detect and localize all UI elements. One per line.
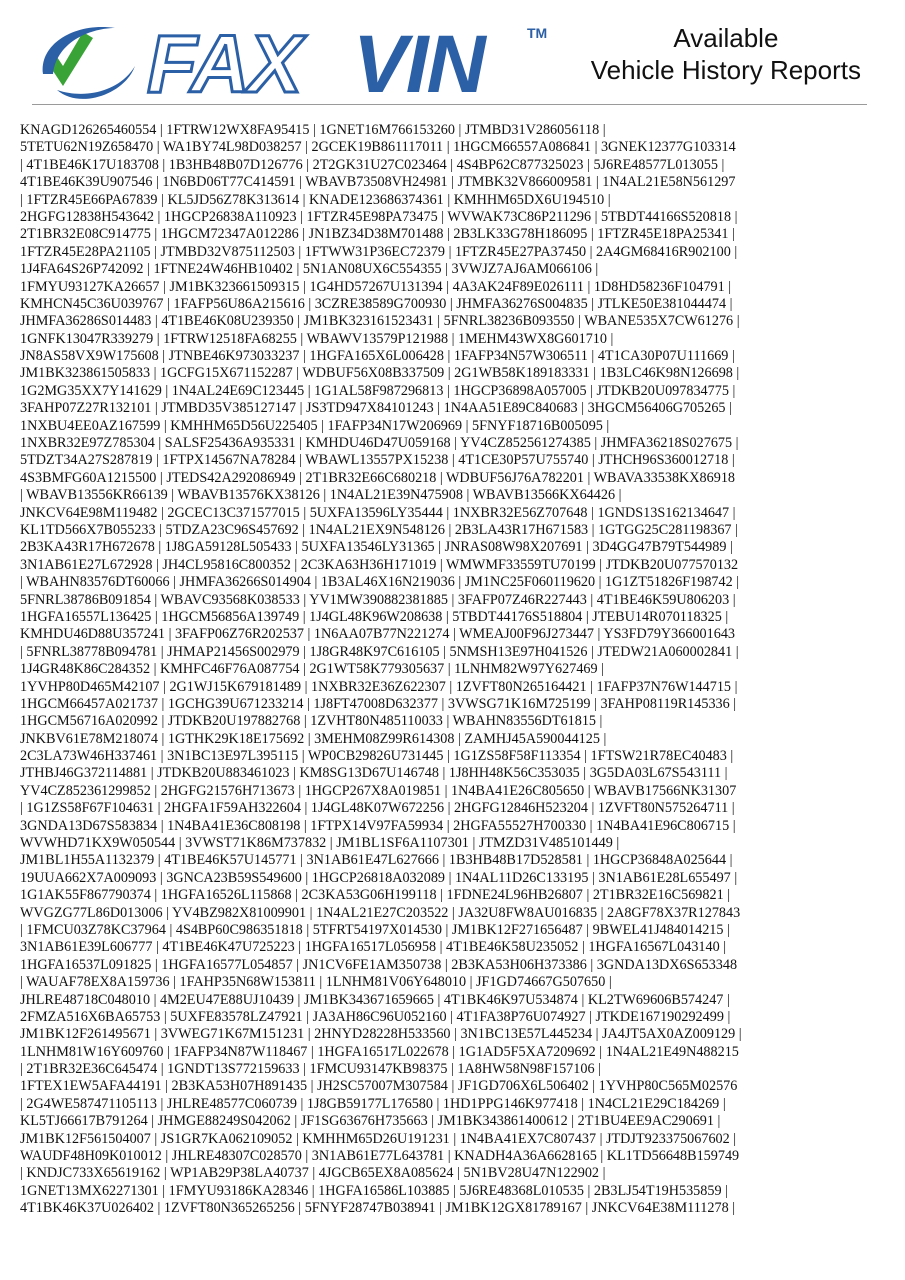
header-divider xyxy=(32,104,867,105)
vin-line: JM1BK12F561504007 | JS1GR7KA062109052 | KMHHM65D26U191231 | 1N4BA41EX7C807437 | JTDJT923375067602 | xyxy=(20,1130,737,1147)
vin-line: 1HGCM66457A021737 | 1GCHG39U671233214 | 1J8FT47008D632377 | 3VWSG71K16M725199 | 3FAHP08119R145336 | xyxy=(20,695,737,712)
vin-line: 1YVHP80D465M42107 | 2G1WJ15K679181489 | 1NXBR32E36Z622307 | 1ZVFT80N265164421 | 1FAFP37N76W144715 | xyxy=(20,678,738,695)
vin-line: 5TDZT34A27S287819 | 1FTPX14567NA78284 | WBAWL13557PX15238 | 4T1CE30P57U755740 | JTHCH96S360012718 | xyxy=(20,452,735,469)
vin-line: | WAUAF78EX8A159736 | 1FAHP35N68W153811 | 1LNHM81V06Y648010 | JF1GD74667G507650 | xyxy=(20,974,612,991)
vin-line: 1GNFK13047R339279 | 1FTRW12518FA68255 | WBAWV13579P121988 | 1MEHM43WX8G601710 | xyxy=(20,330,614,347)
vin-line: 3N1AB61E27L672928 | JH4CL95816C800352 | 2C3KA63H36H171019 | WMWMF33559TU70199 | JTDKB20U077570132 xyxy=(20,556,739,573)
vin-line: 2HGFG12838H543642 | 1HGCP26838A110923 | 1FTZR45E98PA73475 | WVWAK73C86P211296 | 5TBDT44166S520818 | xyxy=(20,208,738,225)
vin-line: 1HGCM56716A020992 | JTDKB20U197882768 | 1ZVHT80N485110033 | WBAHN83556DT61815 | xyxy=(20,713,603,730)
vin-line: 1GNET13MX62271301 | 1FMYU93186KA28346 | 1HGFA16586L103885 | 5J6RE48368L010535 | 2B3LJ54T19H535859 | xyxy=(20,1182,728,1199)
vin-line: 1G1AK55F867790374 | 1HGFA16526L115868 | 2C3KA53G06H199118 | 1FDNE24L96HB26807 | 2T1BR32E16C569821 | xyxy=(20,887,731,904)
vin-line: 2C3LA73W46H337461 | 3N1BC13E97L395115 | WP0CB29826U731445 | 1G1ZS58F58F113354 | 1FTSW21R78EC40483 | xyxy=(20,748,734,765)
vin-line: 1LNHM81W16Y609760 | 1FAFP34N87W118467 | 1HGFA16517L022678 | 1G1AD5F5XA7209692 | 1N4AL21E49N488215 xyxy=(20,1043,739,1060)
vin-line: JTHBJ46G372114881 | JTDKB20U883461023 | KM8SG13D67U146748 | 1J8HH48K56C353035 | 3G5DA03L67S543111 | xyxy=(20,765,728,782)
vin-line: KMHCN45C36U039767 | 1FAFP56U86A215616 | 3CZRE38589G700930 | JHMFA36276S004835 | JTLKE50E381044474 | xyxy=(20,295,733,312)
vin-line: JM1BK12F261495671 | 3VWEG71K67M151231 | 2HNYD28228H533560 | 3N1BC13E57L445234 | JA4JT5AX0AZ009129 | xyxy=(20,1026,742,1043)
vin-line: 19UUA662X7A009093 | 3GNCA23B59S549600 | 1HGCP26818A032089 | 1N4AL11D26C133195 | 3N1AB61E28L655497 | xyxy=(20,869,738,886)
header-title-line2: Vehicle History Reports xyxy=(590,55,861,85)
vin-line: | 2T1BR32E36C645474 | 1GNDT13S772159633 | 1FMCU93147KB98375 | 1A8HW58N98F157106 | xyxy=(20,1061,601,1078)
vin-line: | 1FMCU03Z78KC37964 | 4S4BP60C986351818 | 5TFRT54197X014530 | JM1BK12F271656487 | 9BWEL41J484014215 | xyxy=(20,921,730,938)
header-title xyxy=(591,22,861,86)
vin-line: KL5TJ66617B791264 | JHMGE88249S042062 | JF1SG63676H735663 | JM1BK343861400612 | 2T1BU4EE9AC290691 | xyxy=(20,1113,721,1130)
logo-wordmark-fax: FAX xyxy=(147,19,301,104)
vin-line: JNKCV64E98M119482 | 2GCEC13C371577015 | 5UXFA13596LY35444 | 1NXBR32E56Z707648 | 1GNDS13S162134647 | xyxy=(20,504,736,521)
vin-line: 3FAHP07Z27R132101 | JTMBD35V385127147 | JS3TD947X84101243 | 1N4AA51E89C840683 | 3HGCM56406G705265 | xyxy=(20,400,732,417)
vin-line: 1FTEX1EW5AFA44191 | 2B3KA53H07H891435 | JH2SC57007M307584 | JF1GD706X6L506402 | 1YVHP80C565M02576 xyxy=(20,1078,738,1095)
vin-line: 2FMZA516X6BA65753 | 5UXFE83578LZ47921 | JA3AH86C96U052160 | 4T1FA38P76U074927 | JTKDE167190292499 | xyxy=(20,1008,731,1025)
vin-line: | 1FTZR45E66PA67839 | KL5JD56Z78K313614 | KNADE123686374361 | KMHHM65DX6U194510 | xyxy=(20,191,611,208)
vin-line: JHLRE48718C048010 | 4M2EU47E88UJ10439 | JM1BK343671659665 | 4T1BK46K97U534874 | KL2TW69606B574247 | xyxy=(20,991,730,1008)
vin-line: 1J4GR48K86C284352 | KMHFC46F76A087754 | 2G1WT58K779305637 | 1LNHM82W97Y627469 | xyxy=(20,661,604,678)
vin-line: JM1BL1H55A1132379 | 4T1BE46K57U145771 | 3N1AB61E47L627666 | 1B3HB48B17D528581 | 1HGCP36848A025644 | xyxy=(20,852,733,869)
vin-line: 1FTZR45E28PA21105 | JTMBD32V875112503 | 1FTWW31P36EC72379 | 1FTZR45E27PA37450 | 2A4GM68416R902100 | xyxy=(20,243,738,260)
vin-line: KL1TD566X7B055233 | 5TDZA23C96S457692 | 1N4AL21EX9N548126 | 2B3LA43R17H671583 | 1GTGG25C281198367 | xyxy=(20,521,738,538)
logo-trademark: TM xyxy=(527,25,548,41)
vin-line: | 5FNRL38778B094781 | JHMAP21456S002979 | 1J8GR48K97C616105 | 5NMSH13E97H041526 | JTEDW21A060002841 | xyxy=(20,643,739,660)
vin-line: WAUDF48H09K010012 | JHLRE48307C028570 | 3N1AB61E77L643781 | KNADH4A36A6628165 | KL1TD56648B159749 xyxy=(20,1148,740,1165)
vin-line: 1G2MG35XX7Y141629 | 1N4AL24E69C123445 | 1G1AL58F987296813 | 1HGCP36898A057005 | JTDKB20U097834775 | xyxy=(20,382,736,399)
vin-line: WVWHD71KX9W050544 | 3VWST71K86M737832 | JM1BL1SF6A1107301 | JTMZD31V485101449 | xyxy=(20,835,620,852)
vin-line: 1HGFA16557L136425 | 1HGCM56856A139749 | 1J4GL48K96W208638 | 5TBDT44176S518804 | JTEBU14R070118325 | xyxy=(20,608,729,625)
vin-line: | 4T1BE46K17U183708 | 1B3HB48B07D126776 | 2T2GK31U27C023464 | 4S4BP62C877325023 | 5J6RE48577L013055 | xyxy=(20,156,725,173)
vin-line: JM1BK323861505833 | 1GCFG15X671152287 | WDBUF56X08B337509 | 2G1WB58K189183331 | 1B3LC46K98N126698 | xyxy=(20,365,740,382)
vin-line: 1NXBR32E97Z785304 | SALSF25436A935331 | KMHDU46D47U059168 | YV4CZ852561274385 | JHMFA36218S027675 | xyxy=(20,435,739,452)
vin-line: 4S3BMFG60A1215500 | JTEDS42A292086949 | 2T1BR32E66C680218 | WDBUF56J76A782201 | WBAVA33538KX86918 xyxy=(20,469,736,486)
vin-line: | KNDJC733X65619162 | WP1AB29P38LA40737 | 4JGCB65EX8A085624 | 5N1BV28U47N122902 | xyxy=(20,1165,606,1182)
vin-line: 3GNDA13D67S583834 | 1N4BA41E36C808198 | 1FTPX14V97FA59934 | 2HGFA55527H700330 | 1N4BA41E96C806715 | xyxy=(20,817,736,834)
vin-line: JNKBV61E78M218074 | 1GTHK29K18E175692 | 3MEHM08Z99R614308 | ZAMHJ45A590044125 | xyxy=(20,730,607,747)
vin-line: KNAGD126265460554 | 1FTRW12WX8FA95415 | 1GNET16M766153260 | JTMBD31V286056118 | xyxy=(20,122,606,138)
vin-line: 1NXBU4EE0AZ167599 | KMHHM65D56U225405 | 1FAFP34N17W206969 | 5FNYF18716B005095 | xyxy=(20,417,610,434)
vin-line: 5FNRL38786B091854 | WBAVC93568K038533 | YV1MW390882381885 | 3FAFP07Z46R227443 | 4T1BE46K59U806203 | xyxy=(20,591,736,608)
vin-line: WVGZG77L86D013006 | YV4BZ982X81009901 | 1N4AL21E27C203522 | JA32U8FW8AU016835 | 2A8GF78X37R127843 xyxy=(20,904,741,921)
vin-line: 1FMYU93127KA26657 | JM1BK323661509315 | 1G4HD57267U131394 | 4A3AK24F89E026111 | 1D8HD58236F104791 | xyxy=(20,278,732,295)
vin-line: 1J4FA64S26P742092 | 1FTNE24W46HB10402 | 5N1AN08UX6C554355 | 3VWJZ7AJ6AM066106 | xyxy=(20,261,599,278)
vin-line: YV4CZ852361299852 | 2HGFG21576H713673 | 1HGCP267X8A019851 | 1N4BA41E26C805650 | WBAVB17566NK31307 xyxy=(20,782,737,799)
vin-line: 1HGFA16537L091825 | 1HGFA16577L054857 | JN1CV6FE1AM350738 | 2B3KA53H06H373386 | 3GNDA13DX6S653348 xyxy=(20,956,738,973)
vin-line: 4T1BK46K37U026402 | 1ZVFT80N365265256 | 5FNYF28747B038941 | JM1BK12GX81789167 | JNKCV64E38M111278 | xyxy=(20,1200,736,1217)
vin-line: 2B3KA43R17H672678 | 1J8GA59128L505433 | 5UXFA13546LY31365 | JNRAS08W98X207691 | 3D4GG47B79T544989 | xyxy=(20,539,733,556)
vin-line: 2T1BR32E08C914775 | 1HGCM72347A012286 | JN1BZ34D38M701488 | 2B3LK33G78H186095 | 1FTZR45E18PA25341 | xyxy=(20,226,735,243)
vin-line: JHMFA36286S014483 | 4T1BE46K08U239350 | JM1BK323161523431 | 5FNRL38236B093550 | WBANE535X7CW61276 | xyxy=(20,313,740,330)
vin-line: 5TETU62N19Z658470 | WA1BY74L98D038257 | 2GCEK19B861117011 | 1HGCM66557A086841 | 3GNEK12377G103314 xyxy=(20,139,736,156)
vin-line: 4T1BE46K39U907546 | 1N6BD06T77C414591 | WBAVB73508VH24981 | JTMBK32V866009581 | 1N4AL21E58N561297 xyxy=(20,174,736,191)
vin-line: | 1G1ZS58F67F104631 | 2HGFA1F59AH322604 | 1J4GL48K07W672256 | 2HGFG12846H523204 | 1ZVFT80N575264711 | xyxy=(20,800,735,817)
vin-line: JN8AS58VX9W175608 | JTNBE46K973033237 | 1HGFA165X6L006428 | 1FAFP34N57W306511 | 4T1CA30P07U111669 | xyxy=(20,348,735,365)
vin-line: KMHDU46D88U357241 | 3FAFP06Z76R202537 | 1N6AA07B77N221274 | WMEAJ00F96J273447 | YS3FD79Y366001643 xyxy=(20,626,736,643)
logo-wordmark-vin: VIN xyxy=(353,19,484,104)
faxvin-logo xyxy=(35,14,555,104)
vin-line: | WBAVB13556KR66139 | WBAVB13576KX38126 | 1N4AL21E39N475908 | WBAVB13566KX64426 | xyxy=(20,487,622,504)
vin-line: 3N1AB61E39L606777 | 4T1BE46K47U725223 | 1HGFA16517L056958 | 4T1BE46K58U235052 | 1HGFA16567L043140 | xyxy=(20,939,727,956)
vin-list xyxy=(20,122,872,1218)
vin-line: | WBAHN83576DT60066 | JHMFA36266S014904 | 1B3AL46X16N219036 | JM1NC25F060119620 | 1G1ZT51826F198742 | xyxy=(20,574,740,591)
vin-line: | 2G4WE587471105113 | JHLRE48577C060739 | 1J8GB59177L176580 | 1HD1PPG146K977418 | 1N4CL21E29C184269 | xyxy=(20,1095,726,1112)
header-title-line1: Available xyxy=(673,23,779,53)
